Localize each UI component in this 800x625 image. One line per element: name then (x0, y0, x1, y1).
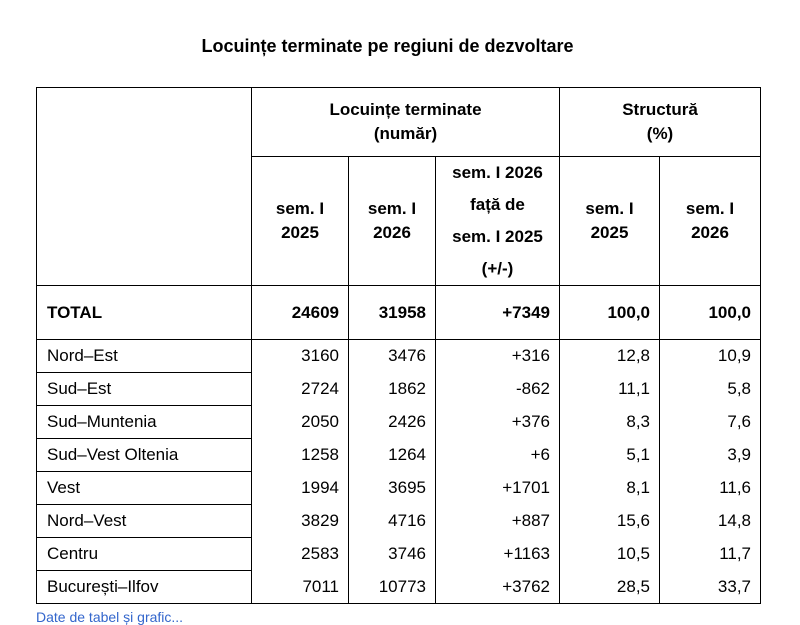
cell: 100,0 (560, 286, 660, 340)
col-header-count-2026: sem. I 2026 (349, 157, 436, 286)
cell: 11,1 (560, 373, 660, 406)
cell: +1701 (436, 472, 560, 505)
row-label: Sud–Est (37, 373, 252, 406)
regions-table (36, 87, 761, 604)
cell: 10,5 (560, 538, 660, 571)
cell: 3476 (349, 340, 436, 373)
cell: +376 (436, 406, 560, 439)
table-row (37, 538, 761, 571)
cell: 100,0 (660, 286, 761, 340)
row-label: Sud–Muntenia (37, 406, 252, 439)
corner-cell (37, 88, 252, 286)
cell: +7349 (436, 286, 560, 340)
cell: 3,9 (660, 439, 761, 472)
cell: 7,6 (660, 406, 761, 439)
row-label: TOTAL (37, 286, 252, 340)
col-header-diff: sem. I 2026 față de sem. I 2025 (+/-) (436, 157, 560, 286)
cell: 5,8 (660, 373, 761, 406)
cell: 2583 (252, 538, 349, 571)
cell: 1862 (349, 373, 436, 406)
cell: 31958 (349, 286, 436, 340)
table-row (37, 340, 761, 373)
cell: 10773 (349, 571, 436, 604)
cell: 4716 (349, 505, 436, 538)
row-label: București–Ilfov (37, 571, 252, 604)
table-row (37, 439, 761, 472)
group-header-count: Locuințe terminate (număr) (252, 88, 560, 157)
cell: +6 (436, 439, 560, 472)
group-header-structure: Structură (%) (560, 88, 761, 157)
cell: 2050 (252, 406, 349, 439)
cell: 33,7 (660, 571, 761, 604)
row-label: Sud–Vest Oltenia (37, 439, 252, 472)
row-label: Nord–Vest (37, 505, 252, 538)
cell: -862 (436, 373, 560, 406)
row-label: Centru (37, 538, 252, 571)
row-label: Vest (37, 472, 252, 505)
cell: 8,3 (560, 406, 660, 439)
col-header-count-2025: sem. I 2025 (252, 157, 349, 286)
page-title: Locuințe terminate pe regiuni de dezvoltare (201, 36, 574, 56)
row-label: Nord–Est (37, 340, 252, 373)
cell: 3746 (349, 538, 436, 571)
cell: 7011 (252, 571, 349, 604)
cell: +887 (436, 505, 560, 538)
cell: 14,8 (660, 505, 761, 538)
total-row (37, 286, 761, 340)
col-header-structure-2025: sem. I 2025 (560, 157, 660, 286)
cell: 15,6 (560, 505, 660, 538)
cell: 1994 (252, 472, 349, 505)
cell: 28,5 (560, 571, 660, 604)
cell: +316 (436, 340, 560, 373)
cell: 5,1 (560, 439, 660, 472)
cell: 1258 (252, 439, 349, 472)
table-row (37, 505, 761, 538)
cell: +3762 (436, 571, 560, 604)
table-row (37, 406, 761, 439)
cell: 2724 (252, 373, 349, 406)
table-row (37, 472, 761, 505)
cell: 24609 (252, 286, 349, 340)
cell: 3829 (252, 505, 349, 538)
cell: +1163 (436, 538, 560, 571)
cell: 3695 (349, 472, 436, 505)
cell: 8,1 (560, 472, 660, 505)
cell: 12,8 (560, 340, 660, 373)
cell: 3160 (252, 340, 349, 373)
table-row (37, 571, 761, 604)
table-row (37, 373, 761, 406)
cell: 11,7 (660, 538, 761, 571)
cell: 2426 (349, 406, 436, 439)
cell: 1264 (349, 439, 436, 472)
cell: 11,6 (660, 472, 761, 505)
col-header-structure-2026: sem. I 2026 (660, 157, 761, 286)
footnote-link[interactable]: Date de tabel și grafic... (36, 609, 184, 625)
cell: 10,9 (660, 340, 761, 373)
